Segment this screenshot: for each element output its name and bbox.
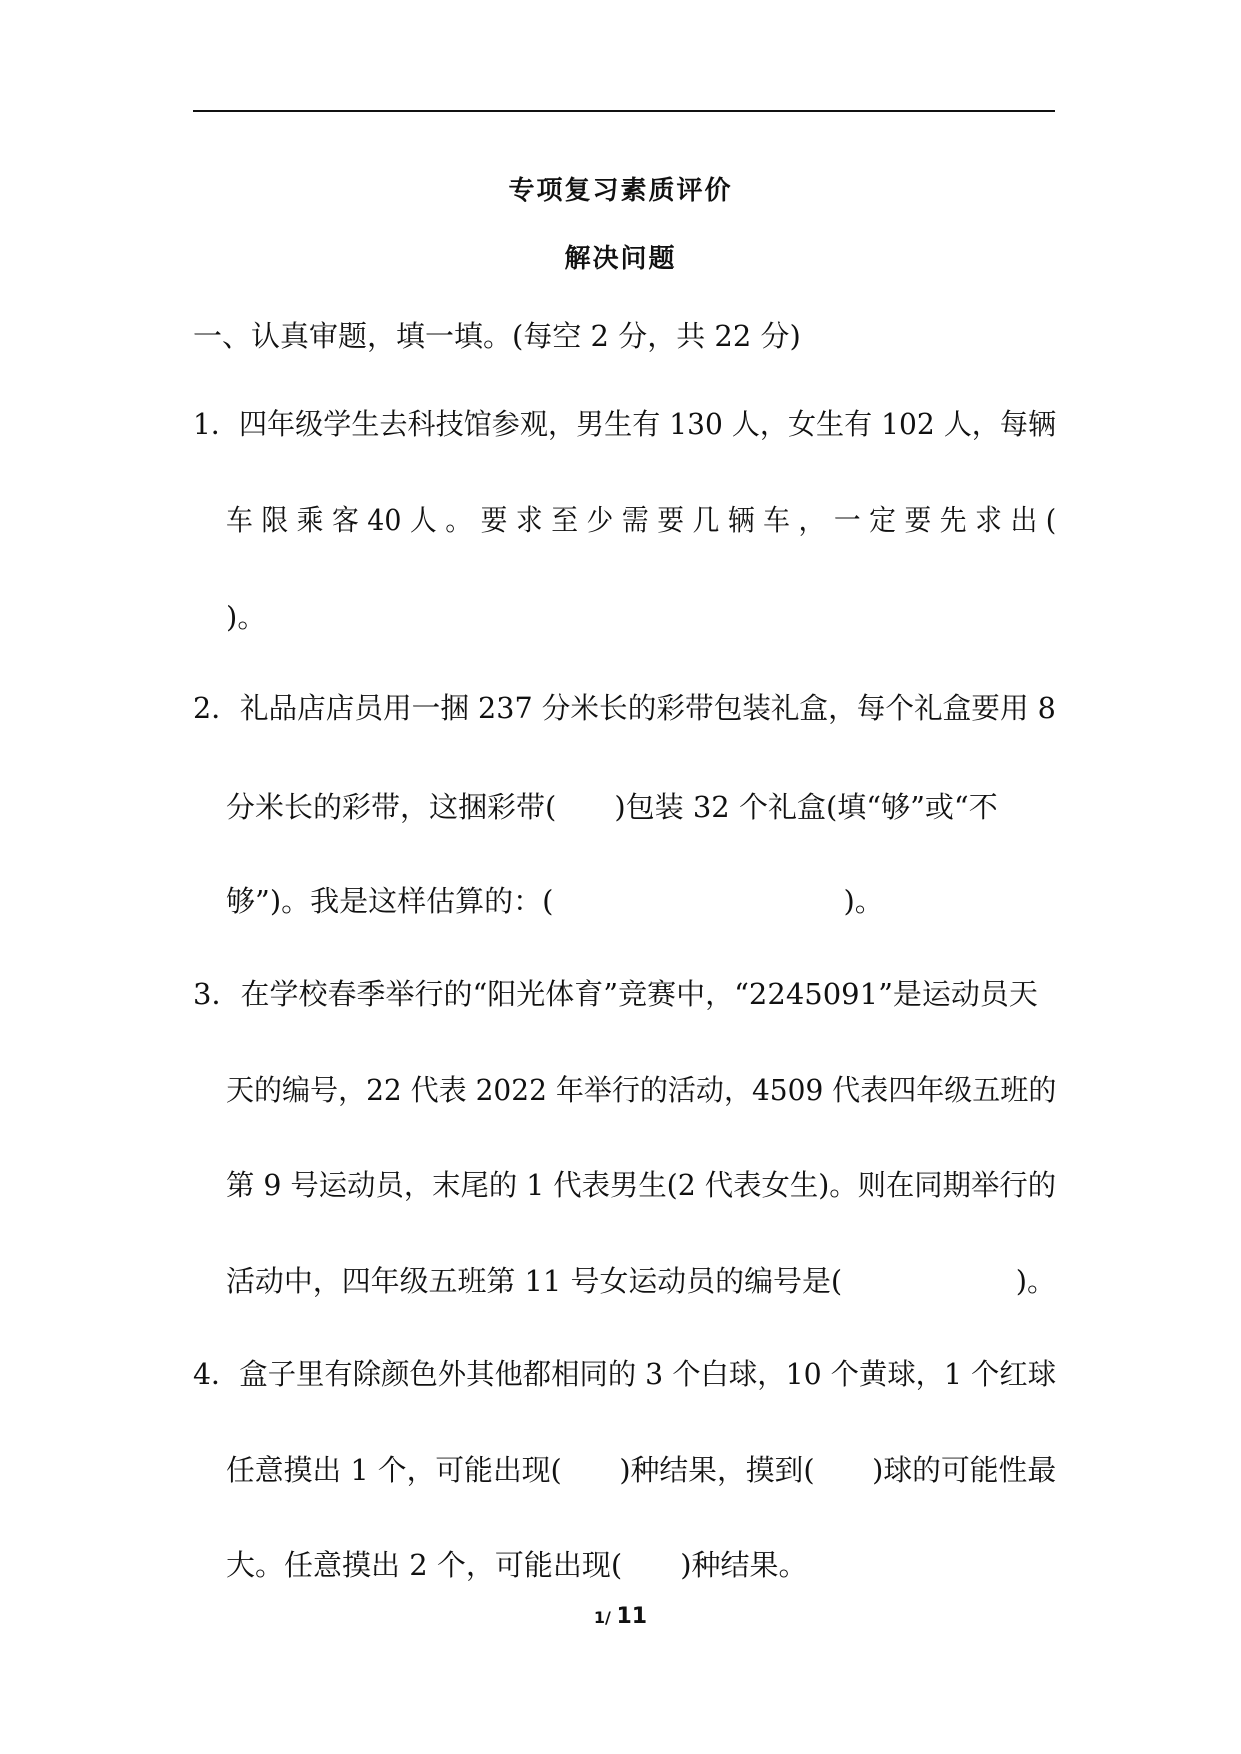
q4-line-1: 4．盒子里有除颜色外其他都相同的 3 个白球，10 个黄球，1 个红球 xyxy=(193,1357,1057,1391)
page-current: 1/ xyxy=(593,1608,611,1627)
header-rule xyxy=(193,110,1055,112)
page-total: 11 xyxy=(616,1604,648,1629)
q3-line-1: 3．在学校春季举行的“阳光体育”竞赛中，“2245091”是运动员天 xyxy=(193,977,1038,1011)
q2-line-3: 够”)。我是这样估算的：( )。 xyxy=(226,884,884,918)
page-title: 专项复习素质评价 xyxy=(508,176,733,206)
page-subtitle: 解决问题 xyxy=(564,244,677,274)
page-number xyxy=(0,1604,1241,1629)
q2-line-2: 分米长的彩带，这捆彩带( )包装 32 个礼盒(填“够”或“不 xyxy=(226,790,998,824)
q1-line-3: )。 xyxy=(226,600,267,634)
section-heading: 一、认真审题，填一填。(每空 2 分，共 22 分) xyxy=(193,319,801,353)
q1-line-2: 车 限 乘 客 40 人 。 要 求 至 少 需 要 几 辆 车 ， 一 定 要 先 求 出 ( xyxy=(226,503,1057,537)
q3-line-3: 第 9 号运动员，末尾的 1 代表男生(2 代表女生)。则在同期举行的 xyxy=(226,1168,1057,1202)
q1-line-1: 1．四年级学生去科技馆参观，男生有 130 人，女生有 102 人，每辆 xyxy=(193,407,1057,441)
q4-line-3: 大。任意摸出 2 个，可能出现( )种结果。 xyxy=(226,1548,808,1582)
q3-line-2: 天的编号，22 代表 2022 年举行的活动，4509 代表四年级五班的 xyxy=(226,1073,1057,1107)
q2-line-1: 2．礼品店店员用一捆 237 分米长的彩带包装礼盒，每个礼盒要用 8 xyxy=(193,691,1056,725)
q3-line-4: 活动中，四年级五班第 11 号女运动员的编号是( )。 xyxy=(226,1264,1056,1298)
q4-line-2: 任意摸出 1 个，可能出现( )种结果，摸到( )球的可能性最 xyxy=(226,1453,1057,1487)
